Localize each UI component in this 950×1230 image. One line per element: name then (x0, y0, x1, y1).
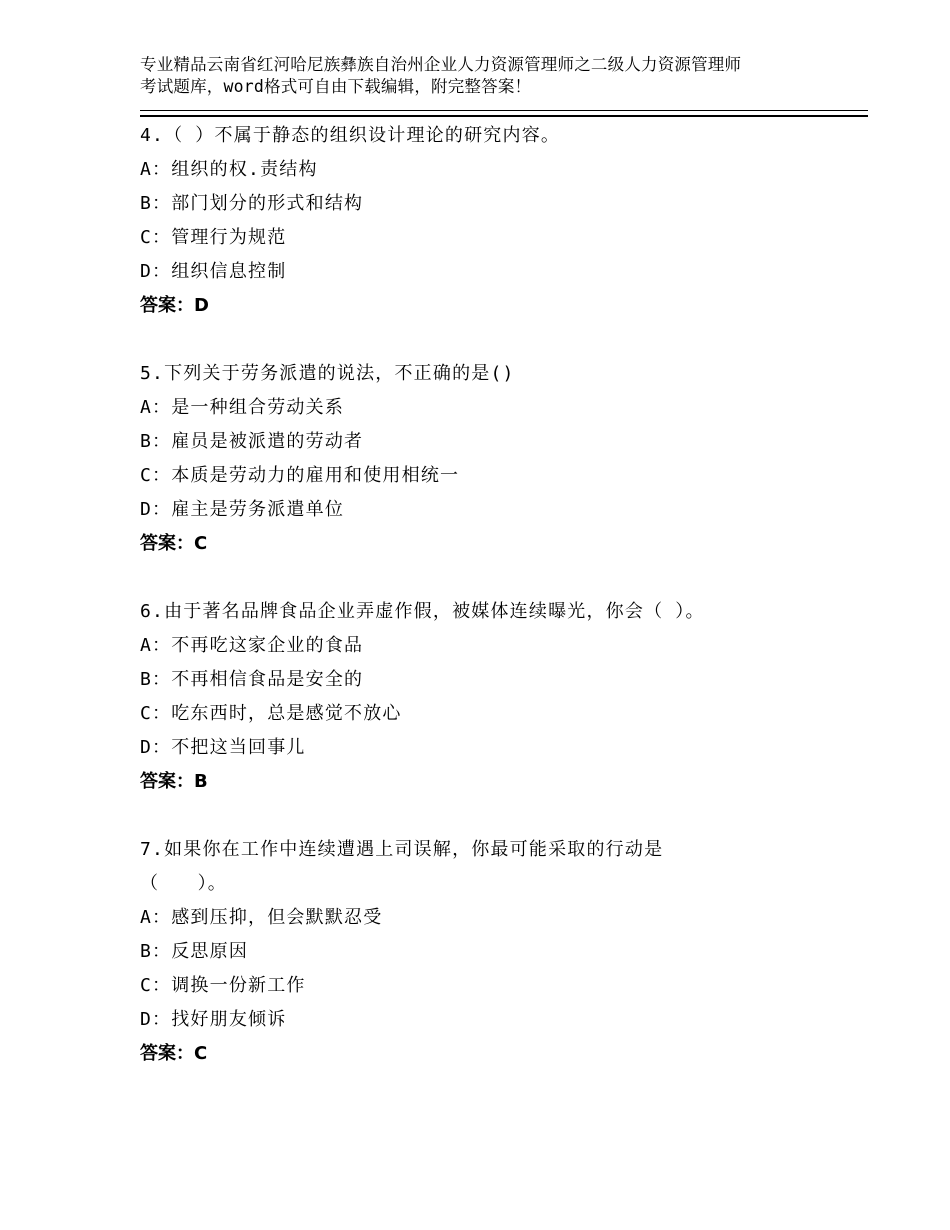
answer: 答案：D (140, 295, 209, 316)
question-text: 7.如果你在工作中连续遭遇上司误解，你最可能采取的行动是 (140, 839, 664, 860)
option-c: C：管理行为规范 (140, 227, 287, 248)
header-title-line-1: 专业精品云南省红河哈尼族彝族自治州企业人力资源管理师之二级人力资源管理师 (140, 55, 742, 74)
question-4 (140, 119, 868, 323)
answer: 答案：B (140, 771, 208, 792)
option-b: B：不再相信食品是安全的 (140, 669, 364, 690)
option-c: C：吃东西时，总是感觉不放心 (140, 703, 402, 724)
question-text-continuation: （ ）。 (140, 873, 227, 894)
document-page (140, 54, 868, 1071)
option-a: A：是一种组合劳动关系 (140, 397, 345, 418)
option-c: C：本质是劳动力的雇用和使用相统一 (140, 465, 460, 486)
question-text: 5.下列关于劳务派遣的说法，不正确的是() (140, 363, 515, 384)
question-6 (140, 595, 868, 799)
question-text: 4.（ ）不属于静态的组织设计理论的研究内容。 (140, 125, 561, 146)
document-header (140, 54, 868, 98)
option-d: D：组织信息控制 (140, 261, 287, 282)
answer: 答案：C (140, 533, 208, 554)
option-d: D：雇主是劳务派遣单位 (140, 499, 345, 520)
option-d: D：找好朋友倾诉 (140, 1009, 287, 1030)
option-b: B：反思原因 (140, 941, 249, 962)
option-a: A：组织的权.责结构 (140, 159, 318, 180)
option-d: D：不把这当回事儿 (140, 737, 306, 758)
option-b: B：雇员是被派遣的劳动者 (140, 431, 364, 452)
question-text: 6.由于著名品牌食品企业弄虚作假，被媒体连续曝光，你会（ ）。 (140, 601, 705, 622)
header-divider (140, 110, 868, 117)
question-5 (140, 357, 868, 561)
question-gap (140, 799, 868, 833)
option-a: A：不再吃这家企业的食品 (140, 635, 364, 656)
answer: 答案：C (140, 1043, 208, 1064)
option-c: C：调换一份新工作 (140, 975, 306, 996)
question-gap (140, 323, 868, 357)
question-7 (140, 833, 868, 1071)
option-b: B：部门划分的形式和结构 (140, 193, 364, 214)
header-title-line-2: 考试题库，word格式可自由下载编辑，附完整答案！ (140, 77, 532, 96)
option-a: A：感到压抑，但会默默忍受 (140, 907, 383, 928)
question-gap (140, 561, 868, 595)
